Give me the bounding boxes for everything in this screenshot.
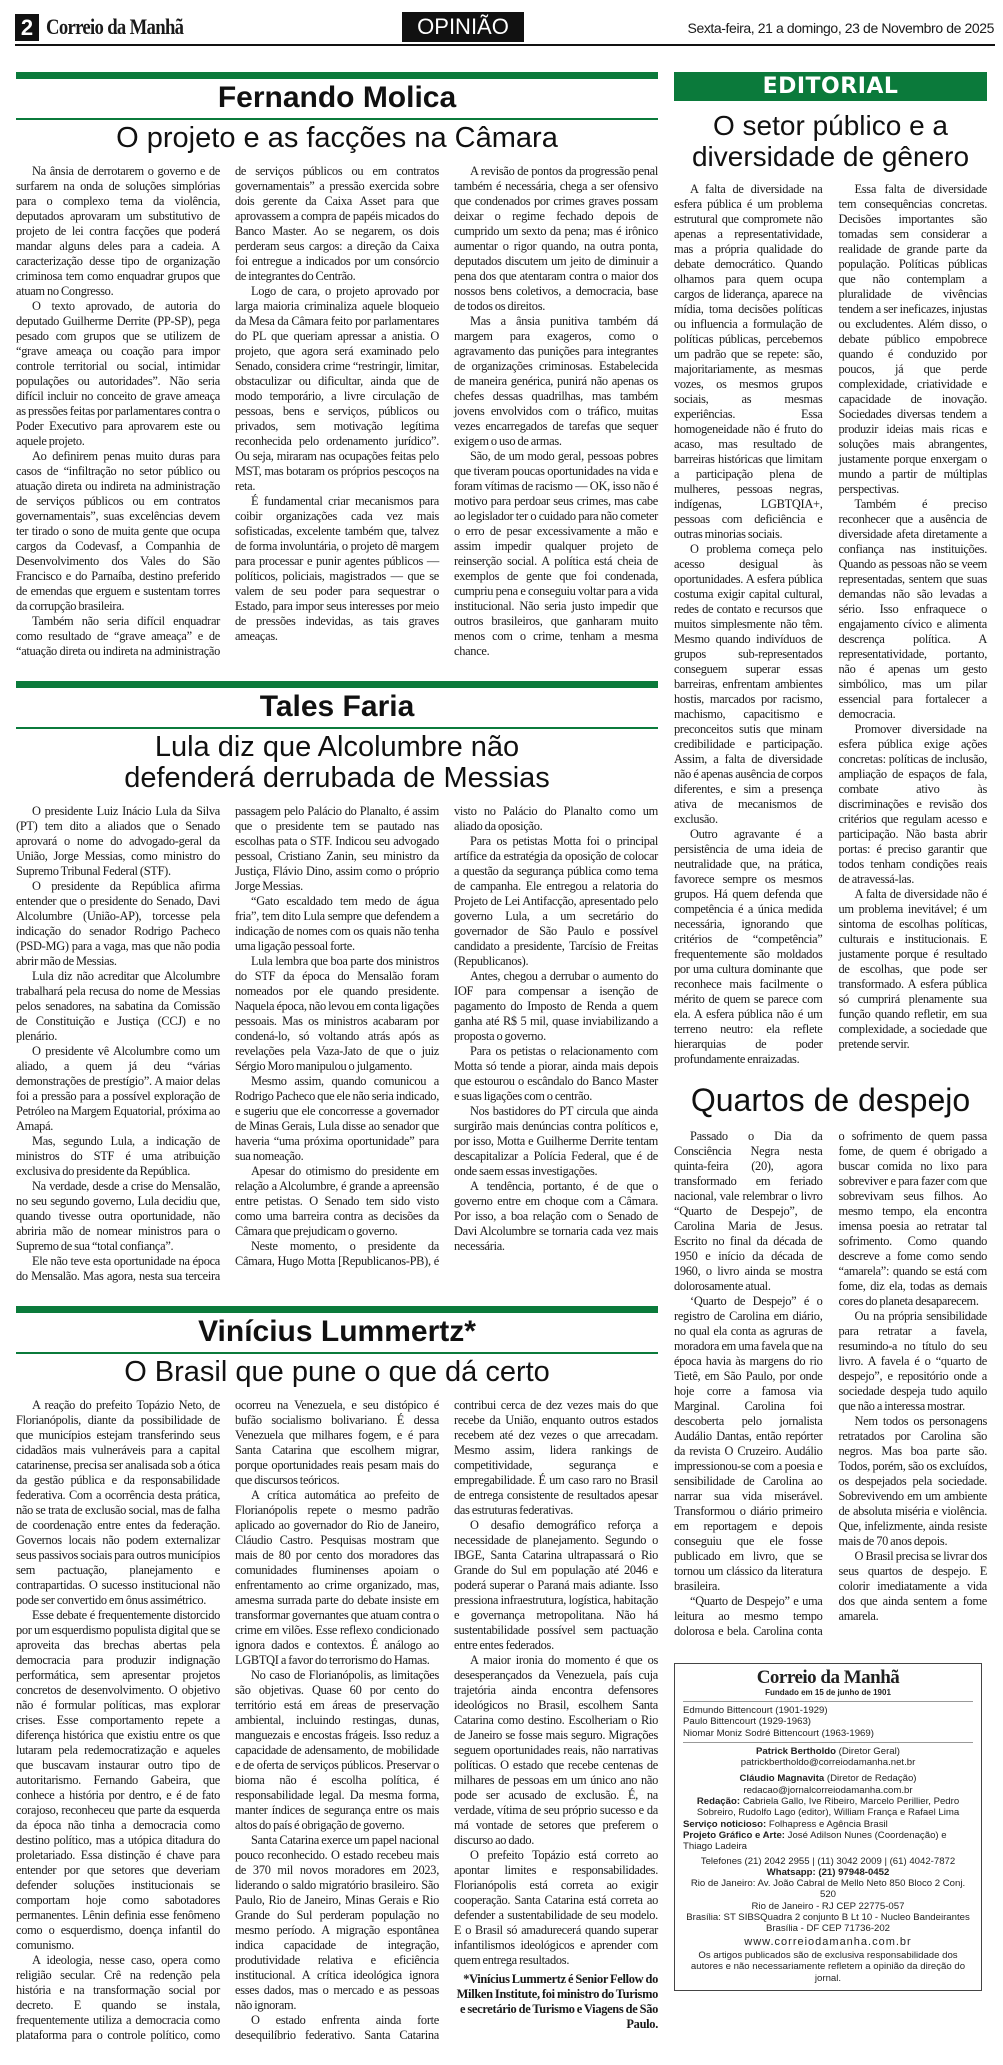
df-address-cep: Brasília - DF CEP 71736-202 [765, 1923, 891, 1935]
column-tales-faria [16, 681, 658, 1284]
disclaimer: Os artigos publicados são de exclusiva responsabilidade dos autores e não necessariamente refletem a opinião da direção do jornal. [690, 1949, 966, 1984]
paragraph: O presidente Luiz Inácio Lula da Silva (PT) tem dito a aliados que o Senado aprovará o nome do advogado-geral da União, Jorge Messias, como ministro do Supremo Tribunal Federal (STF). [16, 804, 220, 878]
section-bar [16, 1306, 658, 1313]
opinion-columns [16, 72, 658, 2065]
projeto-value: José Adilson Nunes (Coordenação) e Thiago Ladeira [683, 1829, 947, 1853]
paragraph: Na ânsia de derrotarem o governo e de surfarem na onda de soluções simplórias para o complexo tema da violência, deputados aprovaram um substitutivo de projeto de lei contra facções que poderá mandar alguns deles para a cadeia. A caracterização desse tipo de organização criminosa tem como enquadrar grupos que atuam no Congresso. [16, 164, 220, 298]
paragraph: São, de um modo geral, pessoas pobres que tiveram poucas oportunidades na vida e foram vítimas de racismo — OK, isso não é motivo para perdoar seus crimes, mas cabe ao legislador ter o cuidado para não cometer o erro de pesar excessivamente a mão e assim impedir qualquer projeto de reinserção social. A política está cheia de exemplos de gente que foi condenada, cumpriu pena e conseguiu voltar para a vida institucional. Não seria justo impedir que outros brasileiros, que ganharam muito menos com o crime, tenham a mesma chance. [454, 449, 658, 658]
masthead-box [674, 1663, 982, 1991]
section-rule [16, 118, 658, 120]
article-title-line: defenderá derrubada de Messias [124, 762, 550, 794]
newspaper-logo: Correio da Manhã [46, 14, 184, 39]
paragraph: Também é preciso reconhecer que a ausência de diversidade afeta diretamente a confiança nas instituições. Quando as pessoas não se veem representadas, sentem que suas demandas não são levadas a sério. Isso enfraquece o engajamento cívico e alimenta descrença política. A representatividade, portanto, não é apenas um gesto simbólico, mas um pilar essencial para fortalecer a democracia. [838, 497, 987, 721]
paragraph: Nos bastidores do PT circula que ainda surgirão mais denúncias contra políticos e, por isso, Motta e Guilherme Derrite tentam descapitalizar a Polícia Federal, que é de onde saem essas investigações. [454, 1104, 658, 1178]
divider [683, 1742, 973, 1743]
section-rule [16, 1352, 658, 1354]
section-label: OPINIÃO [402, 12, 524, 42]
paragraph: Antes, chegou a derrubar o aumento do IOF para compensar a isenção de pagamento do Imposto de Renda a quem ganha até R$ 5 mil, quase inviabilizando a proposta o governo. [454, 969, 658, 1043]
rj-address-cep: Rio de Janeiro - RJ CEP 22775-057 [751, 1900, 905, 1912]
founders-list [683, 1705, 973, 1739]
paragraph: O presidente vê Alcolumbre como um aliado, a quem já deu “várias demonstrações de prestígio”. A maior delas foi a pressão para a possível exploração de Petróleo na Margem Equatorial, próxima ao Amapá. [16, 1044, 220, 1133]
paragraph: Mesmo assim, quando comunicou a Rodrigo Pacheco que ele não seria indicado, e sugeriu que ele concorresse a governador de Minas Gerais, Lula disse ao senador que haveria “uma próxima oportunidade” para sua nomeação. [235, 1074, 439, 1163]
paragraph: Nem todos os personagens retratados por Carolina são negros. Mas boa parte são. Todos, porém, são os excluídos, os despejados pela sociedade. Sobrevivendo em um ambiente de absoluta miséria e violência. Que, infelizmente, ainda resiste mais de 70 anos depois. [838, 1414, 987, 1548]
article-quartos-de-despejo [674, 1081, 987, 1639]
paragraph: Passado o Dia da Consciência Negra nesta quinta-feira (20), agora transformado em feriado nacional, vale relembrar o livro “Quarto de Despejo”, de Carolina Maria de Jesus. Escrito no final da década de 1950 e início da década de 1960, o livro ainda se mostra dolorosamente atual. [674, 1129, 823, 1293]
paragraph: A crítica automática ao prefeito de Florianópolis repete o mesmo padrão aplicado ao governador do Rio de Janeiro, Cláudio Castro. Pesquisas mostram que mais de 80 por cento dos moradores das comunidades fluminenses apoiam o enfrentamento ao crime organizado, mas, amesma surrada parte do debate insiste em transformar governantes que atuam contra o crime em vilões. Esse reflexo condicionado ignora dados e contextos. É análogo ao LGBTQI a favor do terrorismo do Hamas. [235, 1488, 439, 1667]
paragraph: O prefeito Topázio está correto ao apontar limites e responsabilidades. Florianópolis está correta ao exigir cooperação. Santa Catarina está correta ao defender a sustentabilidade de seu modelo. E o Brasil só amadurecerá quando superar infantilismos ideológicos e aprender com quem entrega resultados. [454, 1848, 658, 1967]
paragraph: Na verdade, desde a crise do Mensalão, no seu segundo governo, Lula decidiu que, quando tivesse outra oportunidade, não abriria mão de nomear ministros para o Supremo de sua “total confiança”. [16, 1179, 220, 1253]
paragraph: O problema começa pelo acesso desigual às oportunidades. A esfera pública costuma exigir capital cultural, redes de contato e recursos que muitos simplesmente não têm. Mesmo quando indivíduos de grupos sub-representados conseguem superar essas barreiras, enfrentam ambientes hostis, marcados por racismo, machismo, capacitismo e preconceitos sutis que minam credibilidade e participação. Assim, a falta de diversidade não é apenas ausência de corpos diferentes, e sim a presença ativa de mecanismos de exclusão. [674, 542, 823, 826]
paragraph: O desafio demográfico reforça a necessidade de planejamento. Segundo o IBGE, Santa Catarina ultrapassará o Rio Grande do Sul em população até 2046 e poderá superar o Paraná mais adiante. Isso pressiona infraestrutura, logística, habitação e governança metropolitana. Não há sustentabilidade possível sem pactuação entre entes federados. [454, 1518, 658, 1652]
paragraph: É fundamental criar mecanismos para coibir organizações cada vez mais sofisticadas, excelente também que, talvez de forma involuntária, o projeto dê margem para processar e punir agentes públicos — políticos, policiais, magistrados — que se valem de seu poder para sequestrar o Estado, para impor seus interesses por meio de pressões indevidas, as tais graves ameaças. [235, 494, 439, 643]
editorial [674, 72, 987, 1067]
editor-role: (Diretor de Redação) [826, 1773, 917, 1785]
paragraph: Ou na própria sensibilidade para retratar a favela, resumindo-a no título do seu livro. A favela é o “quarto de despejo”, e repositório onde a sociedade despeja tudo aquilo que não a interessa mostrar. [838, 1309, 987, 1413]
paragraph: Logo de cara, o projeto aprovado por larga maioria criminaliza aquele bloqueio da Mesa da Câmara feito por parlamentares do PL que queriam apressar a anistia. O projeto, que agora será examinado pelo Senado, considera crime “restringir, limitar, obstaculizar ou dificultar, ainda que de modo temporário, a livre circulação de pessoas, bens e serviços, públicos ou privados, sem motivação legítima reconhecida pelo ordenamento jurídico”. Ou seja, miraram nas ocupações feitas pelo MST, mas botaram os próprios pescoços na reta. [235, 284, 439, 493]
df-address: Brasília: ST SIBSQuadra 2 conjunto B Lt 10 - Nucleo Bandeirantes [686, 1912, 970, 1924]
website-link[interactable]: www.correiodamanha.com.br [744, 1935, 912, 1948]
article-body [16, 164, 658, 659]
director-email: patrickbertholdo@correiodamanha.net.br [740, 1757, 916, 1769]
redacao-staff: Cabriela Gallo, Ive Ribeiro, Marcelo Perillier, Pedro Sobreiro, Rudolfo Lago (editor), William França e Rafael Lima [696, 1796, 960, 1819]
paragraph: A tendência, portanto, é de que o governo entre em choque com a Câmara. Por isso, a boa relação com o Senado de Davi Alcolumbre se tornaria cada vez mais necessária. [454, 1179, 658, 1253]
article-body [16, 1398, 658, 2043]
paragraph: Outro agravante é a persistência de uma ideia de neutralidade que, na prática, favorece sempre os mesmos grupos. Há quem defenda que competência é a única medida necessária, ignorando que critérios de “competência” frequentemente são moldados por uma cultura dominante que reconhece mais facilmente o mérito de quem se parece com ela. A esfera pública não é um terreno neutro: ela reflete hierarquias de poder profundamente enraizadas. [674, 827, 823, 1066]
issue-date: Sexta-feira, 21 a domingo, 23 de Novembro de 2025 [687, 20, 994, 36]
paragraph: Apesar do otimismo do presidente em relação a Alcolumbre, é grande a apreensão entre petistas. O Senado tem sido visto como uma barreira contra as decisões da Câmara que prejudicam o governo. [235, 1164, 439, 1238]
author-bio: *Vinícius Lummertz é Senior Fellow do Milken Institute, foi ministro do Turismo e secretário de Turismo e Viagens de São Paulo. [456, 1972, 658, 2031]
editor-name: Cláudio Magnavita [739, 1773, 825, 1785]
paragraph: A falta de diversidade não é um problema inevitável; é um sintoma de escolhas políticas, culturais e institucionais. E justamente porque é resultado de escolhas, que pode ser transformado. A esfera pública só cumprirá plenamente sua função quando refletir, em sua complexidade, a sociedade que pretende servir. [838, 887, 987, 1051]
paragraph: A ideologia, nesse caso, opera como religião secular. Crê na redenção pela história e na transformação social por decreto. E quando se instala, frequentemente utiliza a democracia como plataforma para o controle político, como ocorreu na Venezuela, e seu distópico é bufão socialismo bolivariano. É dessa Venezuela que milhares fogem, e é para Santa Catarina que escolhem migrar, porque oportunidades reais pesam mais do que discursos teóricos. [16, 1398, 439, 2042]
article-title: O Brasil que pune o que dá certo [124, 1356, 550, 1388]
paragraph: Mas, segundo Lula, a indicação de ministros do STF é uma atribuição exclusiva do presidente da República. [16, 1134, 220, 1178]
paragraph: No caso de Florianópolis, as limitações são objetivas. Quase 60 por cento do território está em áreas de preservação ambiental, incluindo restingas, dunas, manguezais e encostas frágeis. Isso reduz a capacidade de adensamento, de mobilidade e de oferta de serviços públicos. Preservar o bioma não é escolha política, é responsabilidade legal. Da mesma forma, manter índices de segurança entre os mais altos do país é obrigação de governo. [235, 1668, 439, 1832]
section-bar [16, 72, 658, 79]
header-divider [15, 44, 995, 46]
paragraph: A reação do prefeito Topázio Neto, de Florianópolis, diante da possibilidade de que municípios estejam transferindo seus cidadãos mais vulneráveis para a capital catarinense, precisa ser analisada sob a ótica da gestão pública e da responsabilidade federativa. Com a ocorrência desta prática, não se trata de exclusão social, mas de falha de coordenação entre entes da federação. Governos locais não podem externalizar seus passivos sociais para outros municípios sem pactuação, planejamento e contrapartidas. O sucesso institucional não pode ser convertido em ônus assimétrico. [16, 1398, 220, 1607]
section-rule [16, 727, 658, 729]
rj-address: Rio de Janeiro: Av. João Cabral de Mello Neto 850 Bloco 2 Conj. 520 [690, 1878, 966, 1901]
paragraph: Lula lembra que boa parte dos ministros do STF da época do Mensalão foram nomeados por ele quando presidente. Naquela época, não levou em conta ligações pessoais. Mas os ministros acabaram por condená-lo, só voltando atrás após as revelações pela Vaza-Jato de que o juiz Sérgio Moro manipulou o julgamento. [235, 954, 439, 1073]
paragraph: O estado enfrenta ainda forte desequilíbrio federativo. Santa Catarina contribui cerca de dez vezes mais do que recebe da União, enquanto outros estados recebem até dez vezes o que arrecadam. Mesmo assim, lidera rankings de competitividade, segurança e empregabilidade. É um caso raro no Brasil de entrega consistente de resultados apesar das estruturas federativas. [235, 1398, 658, 2042]
editorial-title [674, 110, 987, 172]
paragraph: Também não seria difícil enquadrar como resultado de “grave ameaça” e de “atuação direta ou indireta na administração de serviços públicos ou em contratos governamentais” a pressão exercida sobre dois gerente da Caixa Asset para que aprovassem a compra de papéis micados do Banco Master. Ao se negarem, os dois perderam seus cargos: a direção da Caixa foi entregue a indicados por um consórcio de integrantes do Centrão. [16, 164, 439, 658]
author-name: Fernando Molica [217, 81, 457, 114]
paragraph: O presidente da República afirma entender que o presidente do Senado, Davi Alcolumbre (União-AP), torcesse pela indicação do senador Rodrigo Pacheco (PSD-MG) para a vaga, mas que não podia abrir mão de Messias. [16, 879, 220, 968]
paragraph: Ele não teve esta oportunidade na época do Mensalão. Mas agora, nesta sua terceira passagem pelo Palácio do Planalto, é assim que o presidente tem se pautado nas escolhas pata o STF. Indicou seu advogado pessoal, Cristiano Zanin, seu ministro da Justiça, Flávio Dino, assim como o próprio Jorge Messias. [16, 804, 439, 1283]
founder: Edmundo Bittencourt (1901-1929) [683, 1705, 828, 1716]
projeto-line [683, 1830, 973, 1853]
editor-email: redacao@jornalcorreiodamanha.com.br [743, 1784, 913, 1796]
author-name: Tales Faria [259, 690, 415, 723]
paragraph: Esse debate é frequentemente distorcido por um esquerdismo populista digital que se aproveita das brechas abertas pela democracia para produzir indignação performática, sem apresentar projetos concretos de desenvolvimento. O objetivo não é formular políticas, mas explorar crises. Esse comportamento repete a diferença histórica que existiu entre os que lutaram pela redemocratização e aqueles que buscavam instaurar outro tipo de autoritarismo. Fernando Gabeira, que conhece a história por dentro, e é de fato corajoso, reconheceu que parte da esquerda da época não tinha a democracia como destino político, mas a utópica ditadura do proletariado. Essa distinção é chave para entender por que setores que deveriam defender soluções institucionais se comportam hoje como sabotadores permanentes. Lênin definia esse fenômeno como o esquerdismo, doença infantil do comunismo. [16, 1608, 220, 1952]
director-name: Patrick Bertholdo [756, 1745, 836, 1757]
servico-line [683, 1819, 973, 1830]
paragraph: Para os petistas o relacionamento com Motta só tende a piorar, ainda mais depois que estourou o escândalo do Banco Master e suas ligações com o centrão. [454, 1044, 658, 1103]
article-title: Quartos de despejo [690, 1082, 971, 1118]
paragraph: Ao definirem penas muito duras para casos de “infiltração no setor público ou atuação direta ou indireta na administração de serviços públicos ou em contratos governamentais”, suas excelências devem ter tirado o sono de muita gente que ocupa cargos da Codevasf, a Companhia de Desenvolvimento dos Vales do São Francisco e do Parnaíba, destino preferido de emendas que erguem e sustentam torres da corrupção brasileira. [16, 449, 220, 613]
masthead-logo: Correio da Manhã [756, 1667, 900, 1688]
article-title [16, 732, 658, 794]
divider [683, 1701, 973, 1702]
director-role: (Diretor Geral) [838, 1745, 900, 1757]
paragraph: O texto aprovado, de autoria do deputado Guilherme Derrite (PP-SP), pega pesado com grupos que se utilizem de “grave ameaça ou coação para impor controle territorial ou social, intimidar populações ou autoridades”. Não seria difícil incluir no conceito de grave ameaça as pressões feitas por parlamentares contra o Poder Executivo para aprovarem este ou aquele projeto. [16, 299, 220, 448]
author-name: Vinícius Lummertz* [198, 1315, 476, 1348]
founded-date: Fundado em 15 de junho de 1901 [765, 1688, 891, 1697]
paragraph: Essa falta de diversidade tem consequências concretas. Decisões importantes são tomadas sem considerar a realidade de grande parte da população. Políticas públicas que não contemplam a pluralidade de vivências tendem a ser ineficazes, injustas ou excludentes. Além disso, o debate público empobrece quando é conduzido por poucos, já que perde complexidade, criatividade e capacidade de inovação. Sociedades diversas tendem a produzir ideias mais ricas e soluções mais abrangentes, justamente porque enxergam o mundo a partir de múltiplas perspectivas. [838, 182, 987, 496]
paragraph: A maior ironia do momento é que os desesperançados da Venezuela, país cuja trajetória ainda encontra defensores ideológicos no Brasil, escolhem Santa Catarina como destino. Escolheriam o Rio de Janeiro se fosse mais seguro. Migrações seguem oportunidades reais, não narrativas políticas. O estado que recebe centenas de milhares de pessoas em um único ano não pode ser acusado de exclusão. É, na verdade, vítima de seu próprio sucesso e da má vontade de setores que preferem o discurso ao dado. [454, 1653, 658, 1847]
paragraph: Neste momento, o presidente da Câmara, Hugo Motta [Republicanos-PB), é visto no Palácio do Planalto como um aliado da oposição. [235, 804, 658, 1268]
redacao-label: Redação: [696, 1796, 741, 1808]
editorial-title-line: diversidade de gênero [691, 141, 970, 172]
right-column [674, 72, 987, 1991]
article-title-line: Lula diz que Alcolumbre não [154, 731, 520, 763]
column-fernando-molica [16, 72, 658, 659]
article-title: O projeto e as facções na Câmara [116, 122, 558, 154]
editor-line [683, 1773, 973, 1784]
redacao-line [683, 1796, 973, 1819]
founder: Paulo Bittencourt (1929-1963) [683, 1716, 811, 1728]
editorial-body [674, 182, 987, 1067]
paragraph: A revisão de pontos da progressão penal também é necessária, chega a ser ofensivo que condenados por crimes graves possam deixar o regime fechado depois de cumprido um sexto da pena; mas é irônico aumentar o rigor quando, na outra ponta, deputados discutem um jeito de diminuir a pena dos que atentaram contra o maior dos nossos bens coletivos, a democracia, base de todos os direitos. [454, 164, 658, 313]
director-line [683, 1746, 973, 1757]
paragraph: Mas a ânsia punitiva também dá margem para exageros, como o agravamento das punições para integrantes de organizações criminosas. Estabelecida de maneira genérica, punirá não apenas os chefes dessas quadrilhas, mas também jovens envolvidos com o tráfico, muitas vezes encarregados de tarefas que sequer exigem o uso de armas. [454, 314, 658, 448]
paragraph: Santa Catarina exerce um papel nacional pouco reconhecido. O estado recebeu mais de 370 mil novos moradores em 2023, liderando o saldo migratório brasileiro. São Paulo, Rio de Janeiro, Minas Gerais e Rio Grande do Sul perderam população no mesmo período. A migração espontânea indica capacidade de integração, produtividade relativa e eficiência institucional. A crítica ideológica ignora esses dados, mas o mercado e as pessoas não ignoram. [235, 1833, 439, 2012]
paragraph: O Brasil precisa se livrar dos seus quartos de despejo. E colorir imediatamente a vida dos que ainda sentem a fome amarela. [838, 1549, 987, 1623]
founder: Niomar Moniz Sodré Bittencourt (1963-1969) [683, 1727, 874, 1739]
projeto-label: Projeto Gráfico e Arte: [683, 1829, 785, 1841]
servico-value: Folhapress e Agência Brasil [768, 1818, 888, 1830]
servico-label: Serviço noticioso: [683, 1818, 767, 1830]
section-bar [16, 681, 658, 688]
article-body [674, 1129, 987, 1639]
phones: Telefones (21) 2042 2955 | (11) 3042 2009 | (61) 4042-7872 [700, 1855, 956, 1867]
paragraph: Para os petistas Motta foi o principal artífice da estratégia da oposição de colocar a questão da segurança pública como tema de campanha. Ele entregou a relatoria do Projeto de Lei Antifacção, apresentado pelo governo Lula, a um secretário do governador de São Paulo e possível candidato a presidente, Tarcísio de Freitas (Republicanos). [454, 834, 658, 968]
paragraph: “Gato escaldado tem medo de água fria”, tem dito Lula sempre que defendem a indicação de nomes com os quais não tenha uma ligação pessoal forte. [235, 894, 439, 953]
editorial-title-line: O setor público e a [712, 110, 949, 141]
page-number: 2 [15, 14, 39, 41]
article-body [16, 804, 658, 1284]
editorial-label: EDITORIAL [674, 72, 987, 101]
column-vinicius-lummertz [16, 1306, 658, 2043]
paragraph: ‘Quarto de Despejo” é o registro de Carolina em diário, no qual ela conta as agruras de moradora em uma favela que na época havia às margens do rio Tietê, em São Paulo, por onde hoje corre a famosa via Marginal. Carolina foi descoberta pelo jornalista Audálio Dantas, então repórter da revista O Cruzeiro. Audálio impressionou-se com a poesia e sensibilidade de Carolina ao narrar sua vida miserável. Transformou o diário primeiro em reportagem e depois conseguiu que ele fosse publicado em livro, que se tornou um clássico da literatura brasileira. [674, 1294, 823, 1593]
paragraph: A falta de diversidade na esfera pública é um problema estrutural que compromete não apenas a representatividade, mas a própria qualidade do debate democrático. Quando olhamos para quem ocupa cargos de liderança, aparece na mídia, toma decisões políticas ou influencia a formulação de políticas públicas, percebemos um padrão que se repete: são, majoritariamente, as mesmas vozes, os mesmos grupos sociais, as mesmas experiências. Essa homogeneidade não é fruto do acaso, mas resultado de barreiras históricas que limitam a participação plena de mulheres, pessoas negras, indígenas, LGBTQIA+, pessoas com deficiência e outras minorias sociais. [674, 182, 823, 541]
paragraph: “Quarto de Despejo” e uma leitura ao mesmo tempo dolorosa e bela. Carolina conta o sofrimento de quem passa fome, de quem é obrigado a buscar comida no lixo para sobreviver e para fazer com que sobrevivam seus filhos. Ao mesmo tempo, ela encontra imensa poesia ao retratar tal sofrimento. Como quando descreve a fome como sendo “amarela”: quando se está com fome, diz ela, todas as demais cores do planeta desaparecem. [674, 1129, 987, 1638]
paragraph: Promover diversidade na esfera pública exige ações concretas: políticas de inclusão, ampliação de espaços de fala, combate ativo às discriminações e revisão dos critérios que regulam acesso e participação. Não basta abrir portas: é preciso garantir que todos tenham condições reais de atravessá-las. [838, 722, 987, 886]
whatsapp: Whatsapp: (21) 97948-0452 [766, 1866, 890, 1878]
paragraph: Lula diz não acreditar que Alcolumbre trabalhará pela recusa do nome de Messias pelos senadores, na sabatina da Comissão de Constituição e Justiça (CCJ) e no plenário. [16, 969, 220, 1043]
